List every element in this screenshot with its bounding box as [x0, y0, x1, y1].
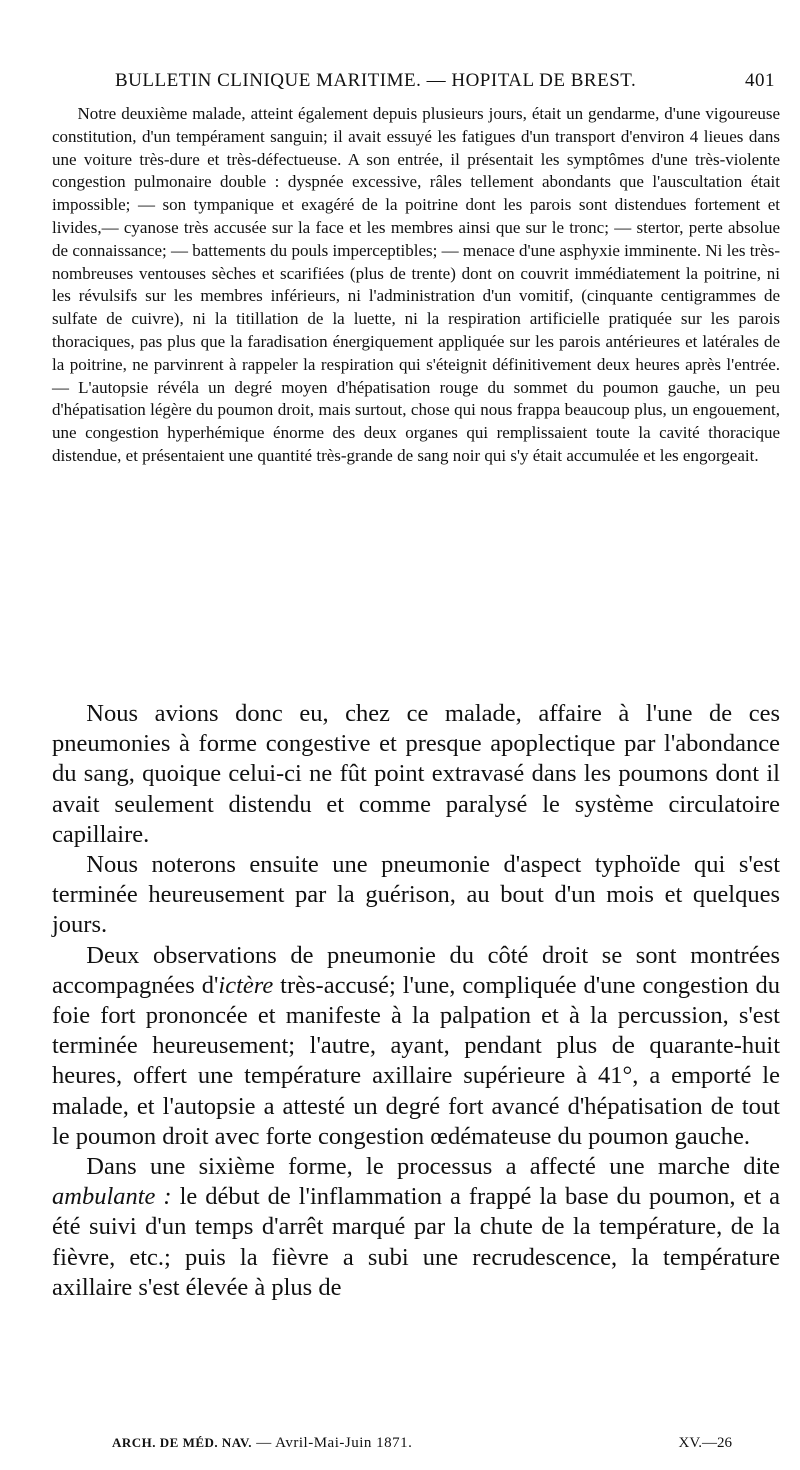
paragraph-3-text-a: Deux observations de pneumonie du côté droit se sont montrées accompagnées d' — [52, 941, 780, 999]
running-title: BULLETIN CLINIQUE MARITIME. — HOPITAL DE BREST. — [115, 70, 637, 91]
paragraph-4 — [52, 1152, 780, 1303]
paragraph-4-text-b: le début de l'inflammation a frappé la base du poumon, et a été suivi d'un temps d'arrêt marqué par la chute de la température, de la fièvre, etc.; puis la fièvre a subi une recrudescence, la température axillaire s'est élevée à plus de — [52, 1183, 780, 1301]
page-number: 401 — [745, 70, 775, 91]
journal-date: — Avril-Mai-Juin 1871. — [251, 1435, 413, 1451]
paragraph-3-italic: ictère — [218, 971, 274, 999]
paragraph-3 — [52, 941, 780, 1152]
journal-reference — [112, 1435, 412, 1452]
paragraph-2: Nous noterons ensuite une pneumonie d'aspect typhoïde qui s'est terminée heureusement par la guérison, au bout d'un mois et quelques jours. — [52, 851, 780, 939]
journal-abbrev: ARCH. DE MÉD. NAV. — [112, 1435, 252, 1450]
paragraph-4-italic: ambulante : — [52, 1183, 172, 1211]
small-paragraph: Notre deuxième malade, atteint également depuis plusieurs jours, était un gendarme, d'une vigoureuse constitution, d'un tempérament sanguin; il avait essuyé les fatigues d'un transport d'environ 4 lieues dans une voiture très-dure et très-défectueuse. A son entrée, il présentait les symptômes d'une très-violente congestion pulmonaire double : dyspnée excessive, râles tellement abondants que l'auscultation était impossible; — son tympanique et exagéré de la poitrine dont les parois sont distendues fortement et livides,— cyanose très accusée sur la face et les membres ainsi que sur le tronc; — stertor, perte absolue de connaissance; — battements du pouls imperceptibles; — menace d'une asphyxie imminente. Ni les très-nombreuses ventouses sèches et scarifiées (plus de trente) dont on couvrit immédiatement la poitrine, ni les révulsifs sur les membres inférieurs, ni l'administration d'un vomitif, (cinquante centigrammes de sulfate de cuivre), ni la titillation de la luette, ni la respiration artificielle pratiquée sur les parois thoraciques, pas plus que la faradisation énergiquement appliquée sur les parois antérieures et latérales de la poitrine, ne parvinrent à rappeler la respiration qui s'éteignit définitivement deux heures après l'entrée. — L'autopsie révéla un degré moyen d'hépatisation rouge du sommet du poumon gauche, un peu d'hépatisation légère du poumon droit, mais surtout, chose qui nous frappa beaucoup plus, un engouement, une congestion hyperhémique énorme des deux organes qui remplissaient toute la cavité thoracique distendue, et présentaient une quantité très-grande de sang noir qui s'y était accumulée et les engorgeait. — [52, 104, 780, 465]
main-text-section — [52, 699, 780, 1303]
paragraph-3-text-b: très-accusé; l'une, compliquée d'une congestion du foie fort prononcée et manifeste à la palpation et à la percussion, s'est terminée heureusement; l'autre, ayant, pendant plus de quarante-huit heures, offert une température axillaire supérieure à 41°, a emporté le malade, et l'autopsie a attesté un degré fort avancé d'hépatisation de tout le poumon droit avec forte congestion œdémateuse du poumon gauche. — [52, 971, 780, 1150]
paragraph-4-text-a: Dans une sixième forme, le processus a affecté une marche dite — [86, 1153, 780, 1181]
page-footer — [112, 1435, 732, 1455]
paragraph-1: Nous avions donc eu, chez ce malade, affaire à l'une de ces pneumonies à forme congestive et presque apoplectique par l'abondance du sang, quoique celui-ci ne fût point extravasé dans les poumons dont il avait seulement distendu et comme paralysé le système circulatoire capillaire. — [52, 700, 780, 848]
page-header — [115, 70, 775, 96]
small-print-section — [52, 103, 780, 468]
printer-signature: XV.—26 — [678, 1435, 732, 1451]
